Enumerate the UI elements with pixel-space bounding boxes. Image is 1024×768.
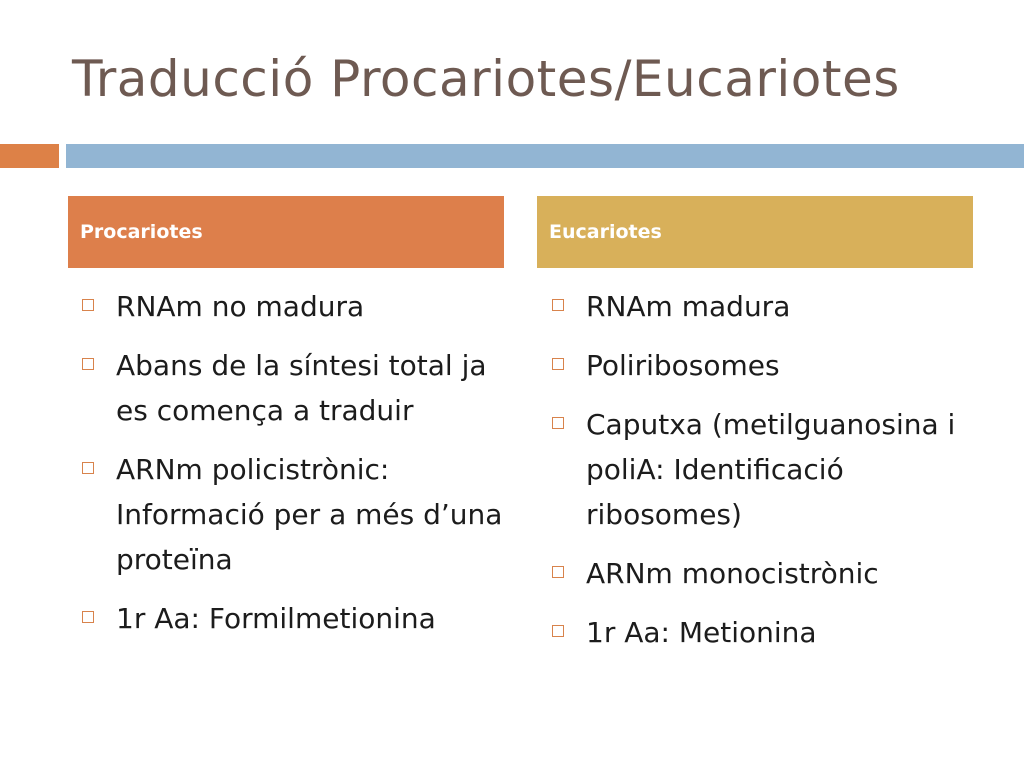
list-item-text: Poliribosomes [586,349,780,382]
list-item [548,551,998,596]
square-bullet-icon [552,625,564,637]
column-header-eucariotes [537,196,973,268]
slide-title: Traducció Procariotes/Eucariotes [72,50,900,108]
list-item-text: ARNm policistrònic: Informació per a més d’una proteïna [116,453,503,576]
list-item-text: 1r Aa: Metionina [586,616,817,649]
list-item [78,284,504,329]
procariotes-list [78,284,504,655]
square-bullet-icon [552,417,564,429]
list-item [78,596,504,641]
eucariotes-list [548,284,998,669]
list-item [548,402,998,537]
square-bullet-icon [552,358,564,370]
list-item-text: ARNm monocistrònic [586,557,879,590]
accent-bar-blue [66,144,1024,168]
square-bullet-icon [82,611,94,623]
accent-bar-orange [0,144,59,168]
list-item-text: RNAm madura [586,290,791,323]
list-item-text: Caputxa (metilguanosina i poliA: Identificació ribosomes) [586,408,956,531]
square-bullet-icon [82,462,94,474]
list-item-text: 1r Aa: Formilmetionina [116,602,436,635]
column-header-label: Eucariotes [549,221,662,243]
list-item [78,343,504,433]
list-item-text: Abans de la síntesi total ja es comença a traduir [116,349,487,427]
column-header-label: Procariotes [80,221,203,243]
square-bullet-icon [82,299,94,311]
list-item [548,343,998,388]
list-item [548,610,998,655]
column-header-procariotes [68,196,504,268]
list-item [78,447,504,582]
list-item-text: RNAm no madura [116,290,365,323]
list-item [548,284,998,329]
square-bullet-icon [552,299,564,311]
square-bullet-icon [552,566,564,578]
square-bullet-icon [82,358,94,370]
